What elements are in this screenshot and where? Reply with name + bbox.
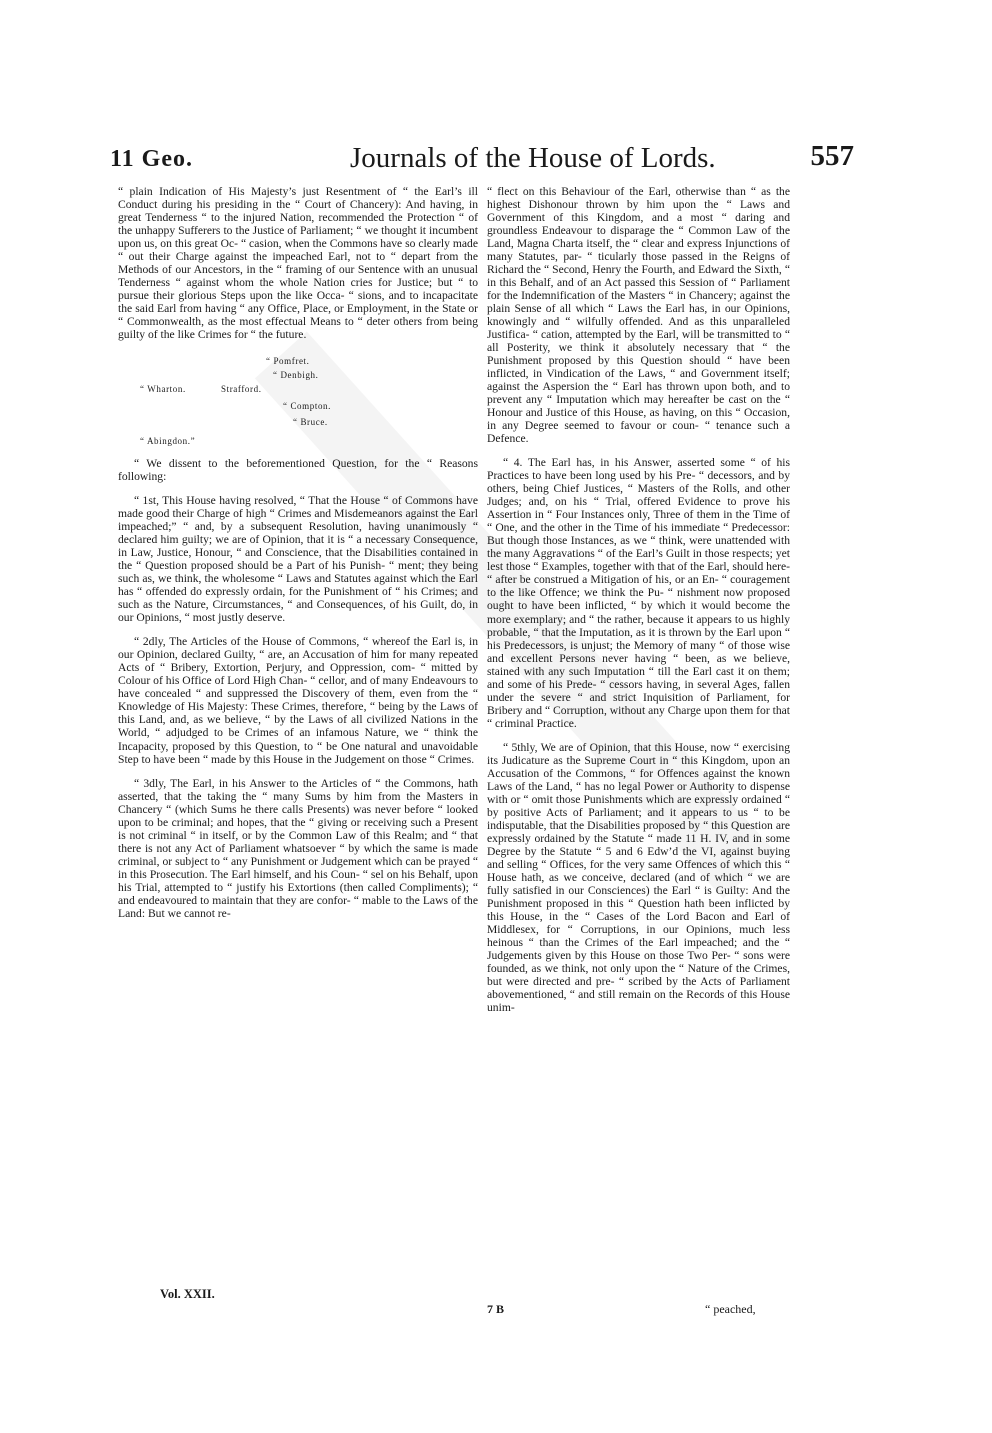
volume-label: Vol. XXII.	[160, 1287, 215, 1301]
paragraph-continuation: “ flect on this Behaviour of the Earl, otherwise than “ as the highest Dishonour thrown by him upon the “ Laws and Government of this Kingdom, and a most “ daring and groundless Endeavour to disparage the “ Common Law of the Land, Magna Charta itself, the “ clear and express Injunctions of many Statutes, par- “ ticularly those passed in the Reigns of Richard the “ Second, Henry the Fourth, and Edward the Sixth, “ in this Behalf, and of an Act passed this Session of “ Parliament for the Indemnification of the Masters “ in Chancery; against the plain Sense of all which “ Laws the Earl has, in our Opinions, knowingly and “ wilfully offended. And as this unparalleled Justifica- “ cation, attempted by the Earl, will be transmitted to “ all Posterity, we think it absolutely necessary that “ the Punishment proposed by this Question should “ have been inflicted, in Vindication of the Laws, “ and Government itself; against the Aspersion the “ Earl has thrown upon both, and to prevent any “ Imputation which may hereafter be cast on the “ Honour and Justice of this House, as having, on this “ Occasion, in any Degree seemed to favour or coun- “ tenance such a Defence.	[487, 185, 790, 446]
right-column	[487, 185, 790, 1025]
page-number: 557	[810, 140, 854, 172]
left-column	[118, 185, 478, 931]
paragraph-reason-4: “ 4. The Earl has, in his Answer, asserted some “ of his Practices to have been long used by his Pre- “ decessors, and by others, being Chief Justices, “ Masters of the Rolls, and other Judges; and, on his “ Trial, offered Evidence to prove his Assertion in “ Four Instances only, Three of them in the Time of “ One, and the other in the Time of his immediate “ Predecessor: But though those Instances, as we “ think, were unattended with the many Aggravations “ of the Earl’s Guilt in those respects; yet lest those “ Examples, together with that of the Earl, should here- “ after be construed a Mitigation of his, or an En- “ couragement to the like Offence; we think the Pu- “ nishment now proposed ought to have been inflicted, “ by which it would become the more exemplary; and “ the rather, because it appears to us highly probable, “ that the Imputation, as it is thrown by the Earl upon “ his Predecessors, is unjust; the Memory of many “ of those wise and excellent Persons never having “ been, as we believe, stained with any such Imputation “ till the Earl cast it on them; and some of his Prede- “ cessors having, in several Ages, fallen under the severe “ and strict Inquisition of Parliament, for Bribery and “ Corruption, without any Charge upon them for that “ criminal Practice.	[487, 456, 790, 730]
paragraph-intro: “ plain Indication of His Majesty’s just Resentment of “ the Earl’s ill Conduct during his presiding in the “ Court of Chancery): And having, in great Tenderness “ to the injured Nation, recommended the Protection “ of the unhappy Sufferers to the Justice of Parliament; “ we thought it incumbent upon us, on this great Oc- “ casion, when the Commons have so clearly made “ out their Charge against the impeached Earl, not to “ depart from the Methods of our Ancestors, in the “ framing of our Sentence with an unusual Tenderness “ against whom the whole Nation cries for Justice; but “ to pursue their glorious Steps upon the like Occa- “ sions, and to incapacitate the said Earl from having “ any Office, Place, or Employment, in the State or “ Commonwealth, as the most effectual Means to “ deter others from being guilty of the like Crimes for “ the future.	[118, 185, 478, 342]
signatory-bruce: “ Bruce.	[293, 417, 328, 428]
signatory-compton: “ Compton.	[283, 401, 331, 412]
page-header	[110, 140, 854, 180]
signature-mark: 7 B	[487, 1302, 505, 1316]
paragraph-reason-2: “ 2dly, The Articles of the House of Commons, “ whereof the Earl is, in our Opinion, declared Guilty, “ are, an Accusation of him for many repeated Acts of “ Bribery, Extortion, Perjury, and Oppression, com- “ mitted by Colour of his Office of Lord High Chan- “ cellor, and of many Endeavours to have concealed “ and suppressed the Discovery of them, even from the “ Knowledge of His Majesty: These Crimes, therefore, “ being by the Laws of this Land, and, as we believe, “ by the Laws of all civilized Nations in the World, “ adjudged to be Crimes of an infamous Nature, we “ think the Incapacity, proposed by this Question, to “ be One natural and unavoidable Step to have been “ made by this House in the Judgement on those “ Crimes.	[118, 635, 478, 766]
paragraph-dissent-intro: “ We dissent to the beforementioned Question, for the “ Reasons following:	[118, 457, 478, 484]
signatory-wharton: “ Wharton.	[140, 384, 186, 395]
signatory-strafford: Strafford.	[221, 384, 262, 395]
signatory-abingdon: “ Abingdon.”	[140, 436, 196, 447]
signatories-block	[118, 355, 478, 447]
signatory-denbigh: “ Denbigh.	[273, 370, 319, 381]
paragraph-reason-3: “ 3dly, The Earl, in his Answer to the Articles of “ the Commons, hath asserted, that the taking the “ many Sums by him from the Masters in Chancery “ (which Sums he there calls Presents) was never before “ looked upon to be criminal; and hopes, that the “ giving or receiving such a Present is not criminal “ in itself, or by the Common Law of this Realm; and “ that there is not any Act of Parliament whatsoever “ by which the same is made criminal, or subject to “ any Punishment or Judgement which can be prayed “ in this Prosecution. The Earl himself, and his Coun- “ sel on his Behalf, upon his Trial, attempted to “ justify his Extortions (then called Compliments); “ and endeavoured to maintain that they are confor- “ mable to the Laws of the Land: But we cannot re-	[118, 776, 478, 920]
catchword: “ peached,	[705, 1302, 756, 1316]
paragraph-reason-5: “ 5thly, We are of Opinion, that this House, now “ exercising its Judicature as the Supreme Court in “ this Kingdom, upon an Accusation of the Commons, “ for Offences against the known Laws of the Land, “ has no legal Power or Authority to dispense with or “ omit those Punishments which are expressly ordained “ by positive Acts of Parliament; and it appears to us “ to be indisputable, that the Disabilities proposed by “ this Question are expressly ordained by the Statute “ made 11 H. IV, and in some Degree by the Statute “ 5 and 6 Edw’d the VI, against buying and selling “ Offices, for the very same Offences of which this “ House hath, as we conceive, declared (and of which “ we are fully satisfied in our Consciences) the Earl “ is Guilty: And the Punishment proposed in this “ Question hath been inflicted by this House, in the “ Cases of the Lord Bacon and Earl of Middlesex, for “ Corruptions, in our Opinions, much less heinous “ than the Crimes of the Earl impeached; and the “ Judgements given by this House on those Two Per- “ sons were founded, as we think, not only upon the “ Nature of the Crimes, but were directed and pre- “ scribed by the Acts of Parliament abovementioned, “ and still remain on the Records of this House unim-	[487, 740, 790, 1014]
running-head-left: 11 Geo.	[110, 146, 193, 172]
signatory-pomfret: “ Pomfret.	[266, 356, 310, 367]
running-title: Journals of the House of Lords.	[350, 142, 716, 174]
paragraph-reason-1: “ 1st, This House having resolved, “ That the House “ of Commons have made good their Charge of high “ Crimes and Misdemeanors against the Earl impeached;” “ and, by a subsequent Resolution, having unanimously “ declared him guilty; we are of Opinion, that it is “ a necessary Consequence, in Law, Justice, Honour, “ and Conscience, that the Disabilities contained in the “ Question proposed should be a Part of his Punish- “ ment; they being such as, we think, the wholesome “ Laws and Statutes against which the Earl has “ offended do expressly ordain, for the Punishment of “ his Crimes; and such as the Nature, Circumstances, “ and Consequences, of his Guilt, do, in our Opinions, “ most justly deserve.	[118, 494, 478, 625]
